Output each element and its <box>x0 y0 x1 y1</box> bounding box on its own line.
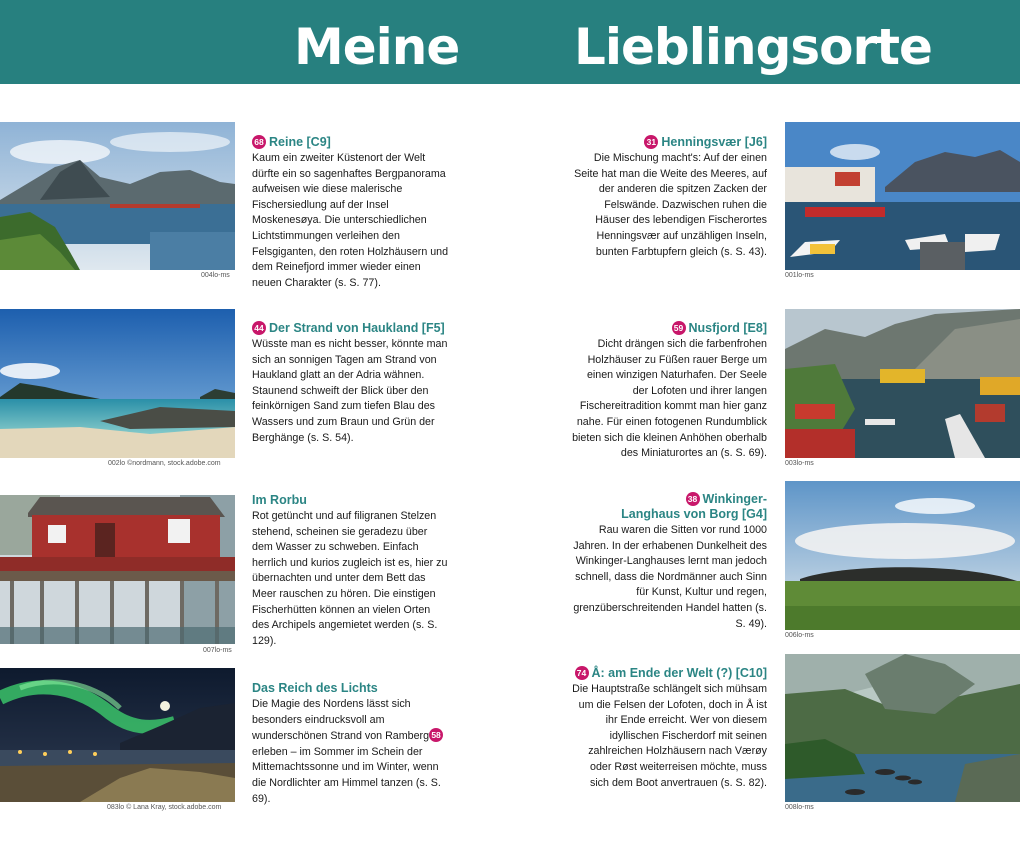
page-title-right: Lieblingsorte <box>574 18 932 76</box>
entry-lichts-title: Das Reich des Lichts <box>252 681 378 695</box>
entry-rorbu <box>252 493 450 649</box>
entry-nusfjord-text: Dicht drängen sich die farbenfrohen Holzhäuser zu Füßen rauer Berge um einen winzigen Naturhafen. Der Seele der Lofoten und ihrer langen Fischereitradition kommt man hier ganz nahe. Für einen fotogenen Rundumblick bieten sich die kleinen Anhöhen oberhalb des Miniaturortes an (s. S. 69). <box>572 338 767 460</box>
entry-reine-title: Reine [C9] <box>269 135 331 149</box>
photo-nordlicht <box>0 668 235 802</box>
entry-nusfjord-title: Nusfjord [E8] <box>688 321 767 335</box>
page-title-left: Meine <box>294 18 460 76</box>
photo-credit-nordlicht: 083lo © Lana Kray, stock.adobe.com <box>107 804 222 811</box>
entry-henningsvaer <box>569 135 767 260</box>
photo-nusfjord <box>785 309 1020 458</box>
entry-henningsvaer-text: Die Mischung macht's: Auf der einen Seite hat man die Weite des Meeres, auf der anderen die spitzen Zacken der Felswände. Dazwischen ruhen die Häuser des lebendigen Fischerortes Henningsvær auf unzähligen Inseln, bunten Farbtupfern gleich (s. S. 43). <box>574 152 767 258</box>
entry-aa-title: Å: am Ende der Welt (?) [C10] <box>591 666 767 680</box>
photo-credit-haukland: 002lo ©nordmann, stock.adobe.com <box>108 460 221 467</box>
entry-henningsvaer-heading <box>569 135 767 150</box>
entry-borg-heading <box>569 492 767 522</box>
photo-credit-reine: 004lo-ms <box>201 272 230 279</box>
entry-haukland-text: Wüsste man es nicht besser, könnte man sich an sonnigen Tagen am Strand von Haukland glatt an der Adria wähnen. Staunend schweift der Blick über den feinkörnigen Sand zum tiefen Blau des Wassers und zum Braun und Grün der Berghänge (s. S. 54). <box>252 338 448 444</box>
map-badge-38: 38 <box>686 492 700 506</box>
photo-credit-borg: 006lo-ms <box>785 632 814 639</box>
photo-credit-henningsvaer: 001lo-ms <box>785 272 814 279</box>
entry-henningsvaer-title: Henningsvær [J6] <box>661 135 767 149</box>
map-badge-44: 44 <box>252 321 266 335</box>
entry-borg <box>569 492 767 632</box>
entry-reine-text: Kaum ein zweiter Küstenort der Welt dürfte ein so sagenhaftes Bergpanorama aufweisen wie diese malerische Fischersiedlung auf der Insel Moskenesøya. Die unterschiedlichen Lichtstimmungen verleihen den Felsgiganten, den roten Holzhäusern und dem Reinefjord immer wieder einen neuen Charakter (s. S. 77). <box>252 152 449 289</box>
map-badge-31: 31 <box>644 135 658 149</box>
photo-rorbu <box>0 495 235 644</box>
entry-aa <box>569 666 767 791</box>
photo-haukland <box>0 309 235 458</box>
photo-borg <box>785 481 1020 630</box>
entry-haukland <box>252 321 450 446</box>
map-badge-68: 68 <box>252 135 266 149</box>
map-badge-74: 74 <box>575 666 589 680</box>
entry-aa-heading <box>569 666 767 681</box>
entry-borg-title-2: Langhaus von Borg [G4] <box>621 507 767 521</box>
photo-reine <box>0 122 235 270</box>
entry-haukland-heading <box>252 321 450 336</box>
entry-borg-text: Rau waren die Sitten vor rund 1000 Jahren. In der erhabenen Dunkelheit des Winkinger-Langhauses lernt man jedoch schnell, dass die Nordmänner auch Sinn für Kunst, Kultur und regen, grenzüberschreitenden Handel hatten (s. S. 49). <box>573 524 767 630</box>
entry-lichts <box>252 681 450 807</box>
entry-lichts-text-a: Die Magie des Nordens lässt sich besonders eindrucksvoll am wunderschönen Strand von Ramberg <box>252 698 430 743</box>
entry-aa-text: Die Hauptstraße schlängelt sich mühsam um die Felsen der Lofoten, doch in Å ist ihr Ende erreicht. Wer von diesem idyllischen Fischerdorf mit seinen zahlreichen Holzhäusern nach Værøy oder Røst weiterreisen möchte, muss sich dem Boot anvertrauen (s. S. 82). <box>572 683 767 789</box>
entry-reine-heading <box>252 135 450 150</box>
title-banner <box>0 0 1020 84</box>
entry-rorbu-title: Im Rorbu <box>252 493 307 507</box>
entry-haukland-title: Der Strand von Haukland [F5] <box>269 321 445 335</box>
entry-rorbu-text: Rot getüncht und auf filigranen Stelzen stehend, scheinen sie geradezu über dem Wasser zu schweben. Einfach herrlich und kurios zugleich ist es, hier zu übernachten und unter dem Bett das Meer rauschen zu hören. Die einstigen Fischerhütten können an vielen Orten des Archipels angemietet werden (s. S. 129). <box>252 510 448 647</box>
photo-credit-aa: 008lo-ms <box>785 804 814 811</box>
map-badge-59: 59 <box>672 321 686 335</box>
entry-lichts-text <box>252 697 450 807</box>
photo-aa <box>785 654 1020 802</box>
photo-henningsvaer <box>785 122 1020 270</box>
map-badge-58: 58 <box>429 728 443 742</box>
photo-credit-rorbu: 007lo-ms <box>203 647 232 654</box>
entry-nusfjord-heading <box>569 321 767 336</box>
photo-credit-nusfjord: 003lo-ms <box>785 460 814 467</box>
entry-nusfjord <box>569 321 767 462</box>
entry-lichts-text-b: erleben – im Sommer im Schein der Mittemachtssonne und im Winter, wenn die Nordlichter am Himmel tanzen (s. S. 69). <box>252 745 441 805</box>
entry-reine <box>252 135 450 291</box>
entry-borg-title-1: Winkinger- <box>702 492 767 506</box>
